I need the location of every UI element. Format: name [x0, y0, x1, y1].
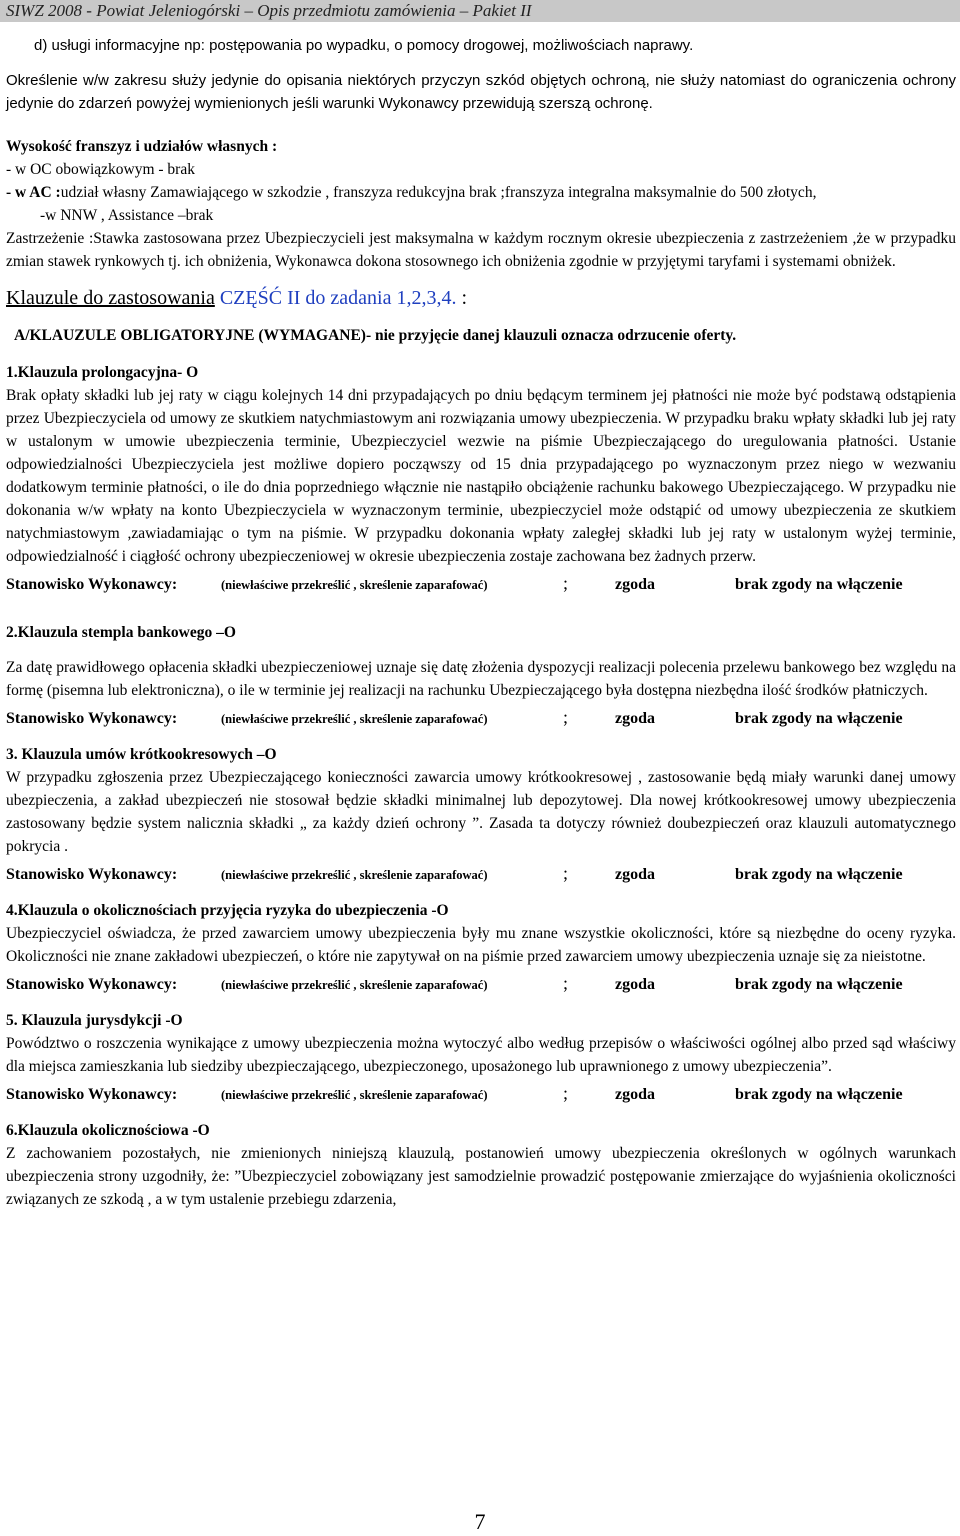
- stanowisko-row: [6, 706, 956, 731]
- clause-text: W przypadku zgłoszenia przez Ubezpieczającego konieczności zawarcia umowy krótkookresowej , zastosowanie będą miały warunki danej umowy ubezpieczenia, a zakład ubezpieczeń nie stosował będzie składki minimalnej lub depozytowej. Dla nowej krótkookresowej umowy ubezpieczenia zastosowany będzie system nalicznia składki „ za każdy dzień ochrony ”. Zasada ta dotyczy również doubezpieczeń oraz klauzuli automatycznego pokrycia .: [6, 769, 956, 855]
- stanowisko-label: Stanowisko Wykonawcy:: [6, 976, 178, 993]
- stanowisko-note: (niewłaściwe przekreślić , skreślenie zaparafować): [221, 1088, 488, 1102]
- stanowisko-row: [6, 1082, 956, 1107]
- stanowisko-semicolon: ;: [563, 1083, 569, 1103]
- clause-text: Ubezpieczyciel oświadcza, że przed zawarciem umowy ubezpieczenia były mu znane wszystkie okoliczności, które są niezbędne do oceny ryzyka. Okoliczności nie znane zakładowi ubezpieczeń, o które nie zapytywał on na piśmie przed zawarciem umowy ubezpieczenia uznaje się za nieistotne.: [6, 925, 956, 965]
- stanowisko-semicolon: ;: [563, 973, 569, 993]
- brak-zgody-option[interactable]: brak zgody na włączenie: [735, 1086, 903, 1103]
- franszyza-ac-label: - w AC :: [6, 184, 61, 201]
- brak-zgody-option[interactable]: brak zgody na włączenie: [735, 576, 903, 593]
- clause-title: 5. Klauzula jurysdykcji -O: [6, 1012, 183, 1029]
- clause-title: 4.Klauzula o okolicznościach przyjęcia ryzyka do ubezpieczenia -O: [6, 902, 449, 919]
- zgoda-option[interactable]: zgoda: [615, 1086, 655, 1103]
- clause-title: 6.Klauzula okolicznościowa -O: [6, 1122, 210, 1139]
- page-number: 7: [474, 1509, 486, 1534]
- stanowisko-semicolon: ;: [563, 707, 569, 727]
- stanowisko-label: Stanowisko Wykonawcy:: [6, 710, 178, 727]
- franszyza-ac-text: udział własny Zamawiającego w szkodzie , franszyza redukcyjna brak ;franszyza integralna maksymalnie do 500 złotych,: [60, 184, 817, 201]
- intro-item-d: d) usługi informacyjne np: postępowania po wypadku, o pomocy drogowej, możliwościach naprawy.: [34, 37, 694, 54]
- brak-zgody-option[interactable]: brak zgody na włączenie: [735, 710, 903, 727]
- stanowisko-label: Stanowisko Wykonawcy:: [6, 1086, 178, 1103]
- stanowisko-semicolon: ;: [563, 573, 569, 593]
- clause-text: Brak opłaty składki lub jej raty w ciągu kolejnych 14 dni przypadających po dniu będącym terminem jej płatności nie może być podstawą odstąpienia przez Ubezpieczyciela od umowy ze skutkiem natychmiastowym ani rozwiązania umowy ubezpieczenia. W przypadku braku wpłaty składki lub jej raty w ustalonym w umowie ubezpieczenia terminie, Ubezpieczyciel wezwie na piśmie Ubezpieczającego do uregulowania płatności. Ustanie odpowiedzialności Ubezpieczyciela jest możliwe dopiero począwszy od 15 dnia przypadającego po wyznaczonym przez niego w wezwaniu dodatkowym terminie płatności, o ile do dnia poprzedniego włącznie nie nastąpiło obciążenie rachunku bakowego Ubezpieczającego. W przypadku nie dokonania w/w wpłaty na konto Ubezpieczyciela w wyznaczonym terminie, ubezpieczyciel może odstąpić od umowy ubezpieczenia ze skutkiem natychmiastowym ,zawiadamiając o tym na piśmie. W przypadku dokonania wpłaty zaległej składki lub jej raty w ustalonym wyżej terminie, odpowiedzialność i ciągłość ochrony ubezpieczeniowej w okresie ubezpieczenia zostaje zachowana bez żadnych przerw.: [6, 387, 956, 565]
- franszyza-oc: - w OC obowiązkowym - brak: [6, 161, 195, 178]
- stanowisko-row: [6, 972, 956, 997]
- stanowisko-label: Stanowisko Wykonawcy:: [6, 866, 178, 883]
- stanowisko-row: [6, 862, 956, 887]
- brak-zgody-option[interactable]: brak zgody na włączenie: [735, 866, 903, 883]
- stanowisko-note: (niewłaściwe przekreślić , skreślenie zaparafować): [221, 578, 488, 592]
- klauzule-label: Klauzule do zastosowania: [6, 287, 215, 309]
- zgoda-option[interactable]: zgoda: [615, 866, 655, 883]
- franszyza-ac: [6, 181, 956, 204]
- stanowisko-label: Stanowisko Wykonawcy:: [6, 576, 178, 593]
- page-header: SIWZ 2008 - Powiat Jeleniogórski – Opis przedmiotu zamówienia – Pakiet II: [0, 0, 960, 22]
- klauzule-obligatoryjne: A/KLAUZULE OBLIGATORYJNE (WYMAGANE)- nie przyjęcie danej klauzuli oznacza odrzucenie oferty.: [14, 327, 737, 344]
- stanowisko-row: [6, 572, 956, 597]
- zgoda-option[interactable]: zgoda: [615, 710, 655, 727]
- klauzule-part: CZĘŚĆ II do zadania 1,2,3,4.: [214, 287, 457, 309]
- zgoda-option[interactable]: zgoda: [615, 976, 655, 993]
- stanowisko-note: (niewłaściwe przekreślić , skreślenie zaparafować): [221, 712, 488, 726]
- document-body: [6, 34, 956, 1211]
- stanowisko-note: (niewłaściwe przekreślić , skreślenie zaparafować): [221, 978, 488, 992]
- intro-paragraph: Określenie w/w zakresu służy jedynie do opisania niektórych przyczyn szkód objętych ochroną, nie służy natomiast do ograniczenia ochrony jedynie do zdarzeń powyżej wymienionych jeśli warunki Wykonawcy przewidują szerszą ochronę.: [6, 72, 956, 112]
- zgoda-option[interactable]: zgoda: [615, 576, 655, 593]
- clause-text: Za datę prawidłowego opłacenia składki ubezpieczeniowej uznaje się datę złożenia dyspozycji realizacji polecenia przelewu bankowego bez względu na formę (pisemna lub elektroniczna), o ile w terminie jej realizacji na rachunku Ubezpieczającego była dostępna niezbędna ilość środków płatniczych.: [6, 659, 956, 699]
- clause-title: 3. Klauzula umów krótkookresowych –O: [6, 746, 277, 763]
- clause-text: Powództwo o roszczenia wynikające z umowy ubezpieczenia można wytoczyć albo według przepisów o właściwości ogólnej albo przed sąd właściwy dla miejsca zamieszkania lub siedziby ubezpieczającego, ubezpieczonego, uposażonego lub uprawnionego z umowy ubezpieczenia”.: [6, 1035, 956, 1075]
- stanowisko-semicolon: ;: [563, 863, 569, 883]
- stanowisko-note: (niewłaściwe przekreślić , skreślenie zaparafować): [221, 868, 488, 882]
- klauzule-colon: :: [456, 287, 468, 309]
- franszyza-zastrzezenie: Zastrzeżenie :Stawka zastosowana przez Ubezpieczycieli jest maksymalna w każdym rocznym okresie ubezpieczenia z zastrzeżeniem ,że w przypadku zmian stawek rynkowych tj. ich obniżenia, Wykonawca dokona stosownego ich obniżenia zgodnie w przyjętymi taryfami i systemami obniżek.: [6, 230, 956, 270]
- clause-text: Z zachowaniem pozostałych, nie zmienionych niniejszą klauzulą, postanowień umowy ubezpieczenia określonych w ogólnych warunkach ubezpieczenia strony uzgodniły, że: ”Ubezpieczyciel zobowiązany jest samodzielnie prowadzić postępowanie zmierzające do wyjaśnienia okoliczności związanych ze szkodą , a w tym ustalenie przebiegu zdarzenia,: [6, 1145, 956, 1208]
- franszyza-title: Wysokość franszyz i udziałów własnych :: [6, 138, 278, 155]
- klauzule-title: [6, 287, 956, 310]
- franszyza-nnw: -w NNW , Assistance –brak: [40, 207, 214, 224]
- brak-zgody-option[interactable]: brak zgody na włączenie: [735, 976, 903, 993]
- clause-title: 1.Klauzula prolongacyjna- O: [6, 364, 199, 381]
- clause-title: 2.Klauzula stempla bankowego –O: [6, 624, 236, 641]
